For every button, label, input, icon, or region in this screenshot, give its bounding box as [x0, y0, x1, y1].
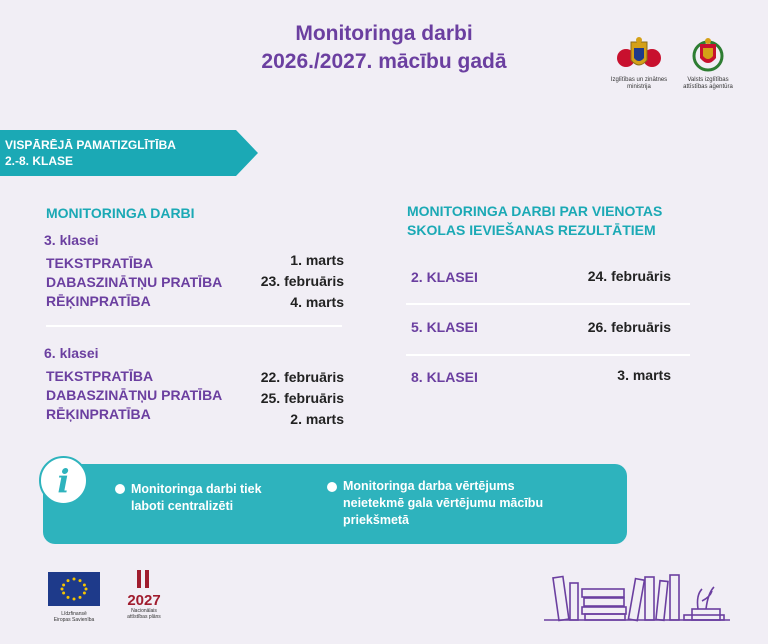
eu-logo — [48, 572, 100, 623]
info-note-2 — [343, 478, 543, 529]
ribbon-label — [5, 137, 176, 169]
divider — [46, 325, 342, 327]
grade-3-dates — [222, 250, 344, 313]
agency-logo — [678, 36, 738, 91]
books-illustration — [542, 565, 732, 625]
right-heading-line-2: SKOLAS IEVIEŠANAS REZULTĀTIEM — [407, 222, 656, 238]
right-row-date: 3. marts — [617, 367, 671, 383]
plan-caption-2: attīstības plāns — [127, 614, 161, 620]
ministry-caption-2: ministrija — [627, 84, 651, 90]
right-row-grade: 5. KLASEI — [411, 319, 478, 335]
left-heading: MONITORINGA DARBI — [46, 205, 195, 221]
right-heading-line-1: MONITORINGA DARBI PAR VIENOTAS — [407, 203, 663, 219]
date-item: 1. marts — [290, 252, 344, 268]
grade-6-subjects — [46, 367, 222, 424]
title-line-2: 2026./2027. mācību gadā — [261, 50, 507, 73]
info-note-1-line-2: laboti centralizēti — [131, 499, 234, 513]
right-row-grade: 2. KLASEI — [411, 269, 478, 285]
divider — [406, 354, 690, 356]
divider — [406, 303, 690, 305]
eu-caption-2: Eiropas Savienība — [53, 617, 95, 623]
grade-6-label: 6. klasei — [44, 345, 99, 361]
right-row — [411, 268, 671, 288]
plan-caption-1: Nacionālais — [131, 608, 157, 614]
eu-caption-1: Līdzfinansē — [61, 611, 87, 617]
agency-caption-2: attīstības aģentūra — [683, 84, 733, 90]
info-note-1-line-1: Monitoringa darbi tiek — [131, 482, 262, 496]
plan-2027-logo — [122, 568, 166, 620]
subject-science-literacy: DABASZINĀTŅU PRATĪBA — [46, 387, 223, 403]
plan-year: 2027 — [127, 592, 161, 609]
agency-caption-1: Valsts izglītības — [687, 77, 729, 83]
ministry-caption-1: Izglītības un zinātnes — [610, 77, 668, 83]
title-line-1: Monitoringa darbi — [295, 22, 473, 45]
right-heading — [407, 202, 662, 240]
subject-text-literacy: TEKSTPRATĪBA — [46, 368, 154, 384]
date-item: 22. februāris — [260, 369, 344, 385]
date-item: 25. februāris — [260, 390, 344, 406]
coat-of-arms-icon — [614, 36, 664, 74]
date-item: 4. marts — [290, 294, 344, 310]
info-note-2-line-3: priekšmetā — [343, 513, 410, 527]
subject-science-literacy: DABASZINĀTŅU PRATĪBA — [46, 274, 223, 290]
plan-bars-icon — [134, 568, 154, 588]
ministry-logo — [605, 36, 673, 91]
grade-6-dates — [222, 367, 344, 430]
right-row-grade: 8. KLASEI — [411, 369, 478, 385]
info-note-2-line-1: Monitoringa darba vērtējums — [343, 479, 515, 493]
right-row-date: 26. februāris — [587, 319, 671, 335]
eu-flag-icon — [48, 572, 100, 606]
info-note-2-line-2: neietekmē gala vērtējumu mācību — [343, 496, 544, 510]
info-icon: i — [39, 456, 88, 505]
info-note-1 — [131, 481, 262, 515]
subject-numeracy: RĒĶINPRATĪBA — [46, 293, 151, 309]
date-item: 2. marts — [290, 411, 344, 427]
bullet-icon — [115, 484, 125, 494]
bullet-icon — [327, 482, 337, 492]
subject-text-literacy: TEKSTPRATĪBA — [46, 255, 154, 271]
ribbon-line-2: 2.-8. KLASE — [5, 154, 74, 168]
grade-3-subjects — [46, 254, 222, 311]
right-row-date: 24. februāris — [587, 268, 671, 284]
agency-emblem-icon — [690, 36, 726, 74]
right-row — [411, 368, 671, 388]
grade-3-label: 3. klasei — [44, 232, 99, 248]
subject-numeracy: RĒĶINPRATĪBA — [46, 406, 151, 422]
ribbon-line-1: VISPĀRĒJĀ PAMATIZGLĪTĪBA — [5, 138, 176, 152]
right-row — [411, 318, 671, 338]
date-item: 23. februāris — [260, 273, 344, 289]
